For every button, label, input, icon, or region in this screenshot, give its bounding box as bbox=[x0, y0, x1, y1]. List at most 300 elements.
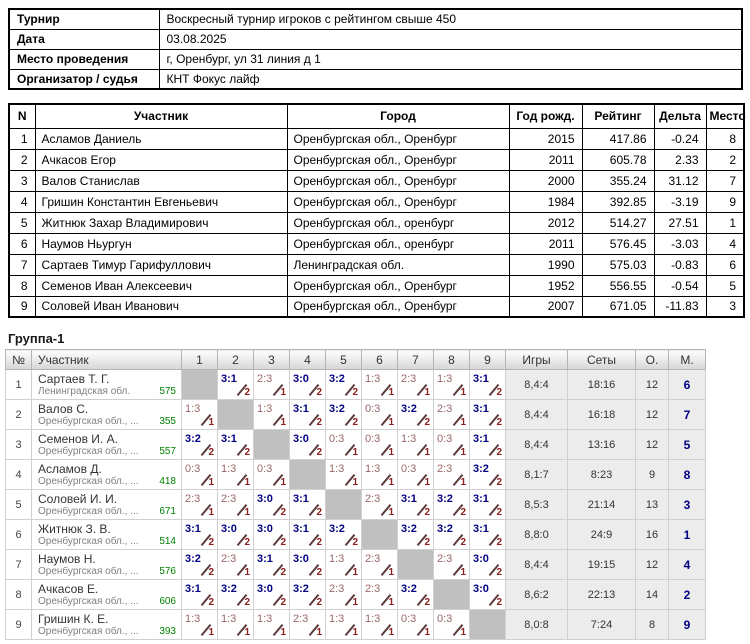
match-result-cell bbox=[290, 550, 326, 580]
match-points: 2 bbox=[244, 387, 250, 398]
match-points: 1 bbox=[244, 627, 250, 638]
group-sets: 18:16 bbox=[568, 370, 636, 400]
group-row bbox=[6, 370, 706, 400]
match-score: 1:3 bbox=[365, 373, 381, 385]
match-score: 2:3 bbox=[365, 583, 381, 595]
match-result-cell bbox=[362, 460, 398, 490]
participants-header-row bbox=[9, 104, 744, 128]
match-score: 3:2 bbox=[473, 463, 489, 475]
group-player-cell bbox=[32, 400, 182, 430]
group-player-cell bbox=[32, 430, 182, 460]
match-score: 3:0 bbox=[293, 553, 309, 565]
group-place: 3 bbox=[669, 490, 706, 520]
self-match-cell bbox=[182, 370, 218, 400]
match-result-cell bbox=[182, 610, 218, 640]
match-result-cell bbox=[218, 580, 254, 610]
match-result-cell bbox=[398, 460, 434, 490]
participant-place: 3 bbox=[706, 296, 744, 317]
match-score: 3:0 bbox=[257, 583, 273, 595]
match-result-cell bbox=[470, 520, 506, 550]
participant-name: Семенов Иван Алексеевич bbox=[35, 275, 287, 296]
participants-col-header: N bbox=[9, 104, 35, 128]
group-player-name: Асламов Д. bbox=[38, 461, 102, 476]
match-points: 2 bbox=[316, 537, 322, 548]
group-header-opponent: 1 bbox=[182, 350, 218, 370]
group-header-sets: Сеты bbox=[568, 350, 636, 370]
match-score: 3:0 bbox=[257, 523, 273, 535]
participant-city: Оренбургская обл., оренбург bbox=[287, 212, 509, 233]
self-match-cell bbox=[290, 460, 326, 490]
match-result-cell bbox=[434, 400, 470, 430]
match-result-cell bbox=[290, 580, 326, 610]
match-points: 1 bbox=[244, 477, 250, 488]
group-player-name: Житнюк З. В. bbox=[38, 521, 111, 536]
match-score: 2:3 bbox=[221, 493, 237, 505]
self-match-cell bbox=[362, 520, 398, 550]
group-place: 7 bbox=[669, 400, 706, 430]
match-result-cell bbox=[362, 430, 398, 460]
participant-birth-year: 2015 bbox=[509, 128, 582, 149]
self-match-cell bbox=[218, 400, 254, 430]
participant-city: Оренбургская обл., Оренбург bbox=[287, 170, 509, 191]
participant-place: 9 bbox=[706, 191, 744, 212]
match-score: 0:3 bbox=[437, 613, 453, 625]
match-points: 2 bbox=[496, 447, 502, 458]
match-points: 2 bbox=[352, 537, 358, 548]
match-score: 2:3 bbox=[365, 553, 381, 565]
group-row-number: 9 bbox=[6, 610, 32, 640]
group-title: Группа-1 bbox=[8, 331, 65, 346]
match-score: 3:1 bbox=[221, 433, 237, 445]
group-sets: 8:23 bbox=[568, 460, 636, 490]
match-score: 1:3 bbox=[401, 433, 417, 445]
match-score: 0:3 bbox=[329, 433, 345, 445]
group-points: 8 bbox=[636, 610, 669, 640]
group-header-row bbox=[6, 350, 706, 370]
match-points: 2 bbox=[352, 387, 358, 398]
match-points: 1 bbox=[388, 477, 394, 488]
match-score: 2:3 bbox=[185, 493, 201, 505]
match-points: 1 bbox=[352, 477, 358, 488]
group-points: 12 bbox=[636, 370, 669, 400]
participant-place: 2 bbox=[706, 149, 744, 170]
match-result-cell bbox=[398, 370, 434, 400]
participant-place: 6 bbox=[706, 254, 744, 275]
group-player-cell bbox=[32, 610, 182, 640]
group-player-cell bbox=[32, 370, 182, 400]
match-result-cell bbox=[218, 610, 254, 640]
group-place: 1 bbox=[669, 520, 706, 550]
group-row-number: 3 bbox=[6, 430, 32, 460]
match-points: 1 bbox=[208, 627, 214, 638]
participant-birth-year: 1990 bbox=[509, 254, 582, 275]
participants-table-body bbox=[9, 128, 744, 317]
match-points: 2 bbox=[316, 567, 322, 578]
participant-number: 9 bbox=[9, 296, 35, 317]
match-points: 1 bbox=[388, 387, 394, 398]
group-player-cell bbox=[32, 490, 182, 520]
match-points: 1 bbox=[424, 627, 430, 638]
group-player-subline bbox=[38, 446, 176, 458]
group-row bbox=[6, 430, 706, 460]
participant-rating: 355.24 bbox=[582, 170, 654, 191]
group-points: 16 bbox=[636, 520, 669, 550]
match-points: 1 bbox=[460, 447, 466, 458]
match-score: 3:0 bbox=[473, 553, 489, 565]
participant-city: Оренбургская обл., Оренбург bbox=[287, 191, 509, 212]
match-points: 1 bbox=[388, 447, 394, 458]
participant-row bbox=[9, 128, 744, 149]
group-player-rating: 418 bbox=[159, 475, 176, 487]
match-result-cell bbox=[434, 610, 470, 640]
group-player-rating: 393 bbox=[159, 625, 176, 637]
match-points: 2 bbox=[496, 417, 502, 428]
group-player-rating: 606 bbox=[159, 595, 176, 607]
group-player-rating: 576 bbox=[159, 565, 176, 577]
group-row-number: 5 bbox=[6, 490, 32, 520]
match-score: 0:3 bbox=[437, 433, 453, 445]
group-player-region: Оренбургская обл., ... bbox=[38, 415, 139, 427]
info-label: Место проведения bbox=[9, 49, 159, 69]
group-row-number: 4 bbox=[6, 460, 32, 490]
group-games: 8,1:7 bbox=[506, 460, 568, 490]
match-score: 1:3 bbox=[365, 613, 381, 625]
match-points: 2 bbox=[280, 507, 286, 518]
group-sets: 16:18 bbox=[568, 400, 636, 430]
match-score: 0:3 bbox=[365, 433, 381, 445]
tournament-info-table bbox=[8, 8, 743, 90]
match-score: 3:2 bbox=[401, 403, 417, 415]
participant-row bbox=[9, 275, 744, 296]
match-result-cell bbox=[254, 370, 290, 400]
group-player-region: Оренбургская обл., ... bbox=[38, 595, 139, 607]
group-sets: 7:24 bbox=[568, 610, 636, 640]
match-result-cell bbox=[470, 550, 506, 580]
group-player-rating: 557 bbox=[159, 445, 176, 457]
match-score: 3:1 bbox=[473, 433, 489, 445]
group-player-subline bbox=[38, 626, 176, 638]
match-points: 1 bbox=[280, 627, 286, 638]
participant-number: 5 bbox=[9, 212, 35, 233]
participant-birth-year: 1984 bbox=[509, 191, 582, 212]
match-points: 2 bbox=[280, 567, 286, 578]
match-score: 3:2 bbox=[329, 373, 345, 385]
match-points: 1 bbox=[424, 387, 430, 398]
participants-table bbox=[8, 103, 745, 318]
match-result-cell bbox=[326, 610, 362, 640]
match-score: 1:3 bbox=[257, 613, 273, 625]
self-match-cell bbox=[434, 580, 470, 610]
match-points: 2 bbox=[280, 537, 286, 548]
match-points: 1 bbox=[352, 627, 358, 638]
participant-birth-year: 2000 bbox=[509, 170, 582, 191]
group-row bbox=[6, 610, 706, 640]
group-player-subline bbox=[38, 566, 176, 578]
participant-name: Асламов Даниель bbox=[35, 128, 287, 149]
group-header-opponent: 4 bbox=[290, 350, 326, 370]
group-points: 13 bbox=[636, 490, 669, 520]
group-player-name: Валов С. bbox=[38, 401, 89, 416]
participant-city: Оренбургская обл., Оренбург bbox=[287, 275, 509, 296]
group-points: 12 bbox=[636, 550, 669, 580]
participant-city: Оренбургская обл., Оренбург bbox=[287, 128, 509, 149]
match-points: 2 bbox=[316, 387, 322, 398]
match-score: 3:1 bbox=[473, 493, 489, 505]
match-score: 3:2 bbox=[293, 583, 309, 595]
match-result-cell bbox=[254, 520, 290, 550]
match-result-cell bbox=[254, 610, 290, 640]
group-player-region: Оренбургская обл., ... bbox=[38, 475, 139, 487]
match-points: 1 bbox=[352, 567, 358, 578]
group-player-name: Ачкасов Е. bbox=[38, 581, 99, 596]
match-score: 2:3 bbox=[221, 553, 237, 565]
group-row-number: 2 bbox=[6, 400, 32, 430]
group-games: 8,6:2 bbox=[506, 580, 568, 610]
info-label: Организатор / судья bbox=[9, 69, 159, 89]
match-score: 1:3 bbox=[185, 403, 201, 415]
match-result-cell bbox=[218, 430, 254, 460]
group-points: 12 bbox=[636, 430, 669, 460]
participants-col-header: Место bbox=[706, 104, 744, 128]
match-result-cell bbox=[398, 580, 434, 610]
match-result-cell bbox=[470, 580, 506, 610]
group-points: 14 bbox=[636, 580, 669, 610]
group-player-cell bbox=[32, 520, 182, 550]
match-score: 3:1 bbox=[293, 523, 309, 535]
match-result-cell bbox=[182, 520, 218, 550]
participant-row bbox=[9, 254, 744, 275]
group-player-rating: 355 bbox=[159, 415, 176, 427]
participant-name: Соловей Иван Иванович bbox=[35, 296, 287, 317]
match-points: 2 bbox=[424, 417, 430, 428]
match-score: 3:1 bbox=[473, 523, 489, 535]
group-player-name: Гришин К. Е. bbox=[38, 611, 109, 626]
match-score: 3:1 bbox=[185, 523, 201, 535]
participant-place: 4 bbox=[706, 233, 744, 254]
match-result-cell bbox=[362, 400, 398, 430]
info-value: Воскресный турнир игроков с рейтингом свыше 450 bbox=[159, 9, 742, 29]
match-score: 3:2 bbox=[437, 523, 453, 535]
group-player-rating: 671 bbox=[159, 505, 176, 517]
match-score: 3:0 bbox=[221, 523, 237, 535]
participant-birth-year: 2012 bbox=[509, 212, 582, 233]
match-points: 1 bbox=[460, 387, 466, 398]
info-label: Турнир bbox=[9, 9, 159, 29]
participant-row bbox=[9, 170, 744, 191]
participant-name: Житнюк Захар Владимирович bbox=[35, 212, 287, 233]
participant-birth-year: 2007 bbox=[509, 296, 582, 317]
group-games: 8,4:4 bbox=[506, 430, 568, 460]
match-score: 2:3 bbox=[401, 373, 417, 385]
match-points: 1 bbox=[460, 477, 466, 488]
match-points: 2 bbox=[496, 537, 502, 548]
match-points: 1 bbox=[280, 477, 286, 488]
match-score: 0:3 bbox=[401, 613, 417, 625]
info-value: г, Оренбург, ул 31 линия д 1 bbox=[159, 49, 742, 69]
match-result-cell bbox=[326, 460, 362, 490]
match-score: 1:3 bbox=[365, 463, 381, 475]
match-result-cell bbox=[218, 490, 254, 520]
match-points: 2 bbox=[460, 537, 466, 548]
match-result-cell bbox=[362, 610, 398, 640]
match-result-cell bbox=[290, 400, 326, 430]
match-points: 2 bbox=[496, 597, 502, 608]
group-header-opponent: 5 bbox=[326, 350, 362, 370]
participant-rating: 417.86 bbox=[582, 128, 654, 149]
match-score: 3:0 bbox=[473, 583, 489, 595]
match-score: 3:2 bbox=[329, 523, 345, 535]
match-score: 3:0 bbox=[293, 433, 309, 445]
group-header-num: № bbox=[6, 350, 32, 370]
match-points: 2 bbox=[244, 597, 250, 608]
match-result-cell bbox=[290, 490, 326, 520]
group-header-place: М. bbox=[669, 350, 706, 370]
participant-delta: -3.03 bbox=[654, 233, 706, 254]
participant-number: 7 bbox=[9, 254, 35, 275]
participant-city: Ленинградская обл. bbox=[287, 254, 509, 275]
match-score: 2:3 bbox=[437, 463, 453, 475]
group-player-subline bbox=[38, 536, 176, 548]
match-result-cell bbox=[254, 580, 290, 610]
match-points: 2 bbox=[208, 537, 214, 548]
match-points: 1 bbox=[388, 627, 394, 638]
match-points: 2 bbox=[352, 417, 358, 428]
group-header-opponent: 7 bbox=[398, 350, 434, 370]
match-score: 3:0 bbox=[293, 373, 309, 385]
match-score: 0:3 bbox=[401, 463, 417, 475]
match-result-cell bbox=[254, 550, 290, 580]
match-points: 1 bbox=[388, 417, 394, 428]
participant-delta: 27.51 bbox=[654, 212, 706, 233]
group-games: 8,4:4 bbox=[506, 400, 568, 430]
participant-place: 8 bbox=[706, 128, 744, 149]
match-points: 1 bbox=[388, 597, 394, 608]
info-row bbox=[9, 49, 742, 69]
group-player-subline bbox=[38, 416, 176, 428]
match-points: 2 bbox=[208, 597, 214, 608]
match-points: 2 bbox=[424, 537, 430, 548]
group-sets: 24:9 bbox=[568, 520, 636, 550]
participant-place: 1 bbox=[706, 212, 744, 233]
match-score: 3:2 bbox=[401, 523, 417, 535]
match-score: 1:3 bbox=[437, 373, 453, 385]
participant-birth-year: 2011 bbox=[509, 233, 582, 254]
group-place: 2 bbox=[669, 580, 706, 610]
group-games: 8,5:3 bbox=[506, 490, 568, 520]
match-result-cell bbox=[398, 490, 434, 520]
participant-row bbox=[9, 233, 744, 254]
match-score: 3:1 bbox=[293, 403, 309, 415]
match-points: 1 bbox=[460, 567, 466, 578]
participant-birth-year: 2011 bbox=[509, 149, 582, 170]
match-result-cell bbox=[362, 490, 398, 520]
match-points: 1 bbox=[280, 387, 286, 398]
participant-number: 4 bbox=[9, 191, 35, 212]
group-row-number: 8 bbox=[6, 580, 32, 610]
match-result-cell bbox=[326, 520, 362, 550]
match-result-cell bbox=[362, 370, 398, 400]
group-row bbox=[6, 400, 706, 430]
match-score: 0:3 bbox=[365, 403, 381, 415]
match-points: 1 bbox=[388, 507, 394, 518]
match-points: 2 bbox=[208, 447, 214, 458]
participant-birth-year: 1952 bbox=[509, 275, 582, 296]
match-score: 3:2 bbox=[185, 433, 201, 445]
match-result-cell bbox=[398, 430, 434, 460]
match-result-cell bbox=[434, 490, 470, 520]
match-result-cell bbox=[398, 610, 434, 640]
group-player-name: Соловей И. И. bbox=[38, 491, 118, 506]
match-points: 2 bbox=[244, 537, 250, 548]
group-row-number: 1 bbox=[6, 370, 32, 400]
match-result-cell bbox=[182, 550, 218, 580]
group-row bbox=[6, 490, 706, 520]
info-row bbox=[9, 9, 742, 29]
match-points: 2 bbox=[316, 507, 322, 518]
match-score: 2:3 bbox=[329, 583, 345, 595]
group-header-opponent: 2 bbox=[218, 350, 254, 370]
match-points: 1 bbox=[244, 507, 250, 518]
participant-rating: 556.55 bbox=[582, 275, 654, 296]
group-header-points: О. bbox=[636, 350, 669, 370]
match-score: 0:3 bbox=[257, 463, 273, 475]
match-result-cell bbox=[218, 460, 254, 490]
match-result-cell bbox=[290, 430, 326, 460]
match-score: 3:2 bbox=[329, 403, 345, 415]
group-table-head bbox=[6, 350, 706, 370]
group-header-games: Игры bbox=[506, 350, 568, 370]
group-player-region: Оренбургская обл., ... bbox=[38, 445, 139, 457]
participant-row bbox=[9, 296, 744, 317]
match-result-cell bbox=[470, 490, 506, 520]
group-header-opponent: 9 bbox=[470, 350, 506, 370]
group-row bbox=[6, 550, 706, 580]
match-result-cell bbox=[434, 520, 470, 550]
group-player-rating: 575 bbox=[159, 385, 176, 397]
match-result-cell bbox=[398, 520, 434, 550]
group-place: 5 bbox=[669, 430, 706, 460]
match-result-cell bbox=[182, 430, 218, 460]
group-row bbox=[6, 520, 706, 550]
group-row-number: 7 bbox=[6, 550, 32, 580]
match-points: 2 bbox=[496, 387, 502, 398]
group-crosstable bbox=[5, 349, 706, 640]
participant-row bbox=[9, 191, 744, 212]
group-games: 8,4:4 bbox=[506, 370, 568, 400]
match-score: 2:3 bbox=[293, 613, 309, 625]
match-score: 3:2 bbox=[437, 493, 453, 505]
match-result-cell bbox=[326, 370, 362, 400]
match-points: 2 bbox=[496, 477, 502, 488]
match-result-cell bbox=[290, 520, 326, 550]
match-result-cell bbox=[182, 400, 218, 430]
group-sets: 13:16 bbox=[568, 430, 636, 460]
participants-col-header: Год рожд. bbox=[509, 104, 582, 128]
group-player-subline bbox=[38, 476, 176, 488]
participant-delta: -0.54 bbox=[654, 275, 706, 296]
match-result-cell bbox=[218, 550, 254, 580]
participant-number: 1 bbox=[9, 128, 35, 149]
participant-city: Оренбургская обл., Оренбург bbox=[287, 296, 509, 317]
participants-col-header: Город bbox=[287, 104, 509, 128]
participant-number: 3 bbox=[9, 170, 35, 191]
match-result-cell bbox=[218, 370, 254, 400]
match-score: 1:3 bbox=[185, 613, 201, 625]
group-place: 8 bbox=[669, 460, 706, 490]
match-points: 2 bbox=[496, 567, 502, 578]
match-result-cell bbox=[326, 400, 362, 430]
match-points: 1 bbox=[208, 477, 214, 488]
